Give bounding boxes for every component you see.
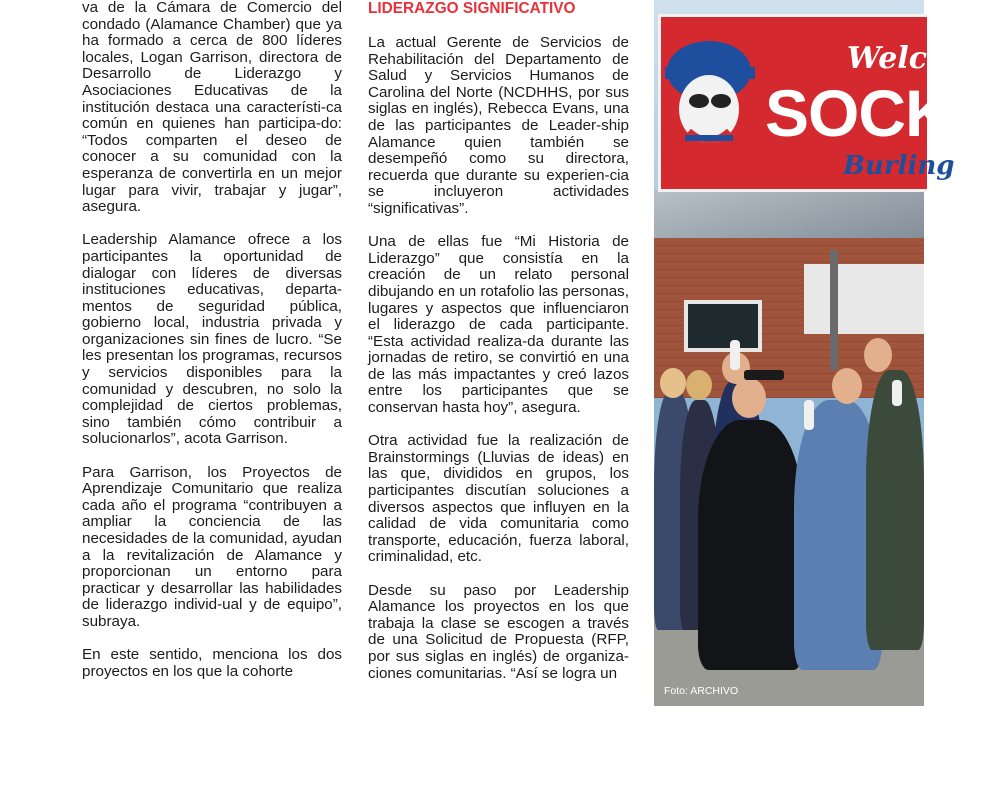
stadium-banner — [658, 14, 995, 192]
paragraph: va de la Cámara de Comercio del condado (Alamance Chamber) que ya ha formado a cerca de 800 líderes locales, Logan Garrison, directora de Desarrollo de Liderazgo y Asociaciones Educativas de la institución destaca una característi-ca común en quienes han participa-do: “Todos comparten el deseo de conocer a su comunidad con la esperanza de convertirla en un mejor lugar para vivir, trabajar y jugar”, asegura. — [82, 0, 342, 216]
photo-caption: Foto: ARCHIVO — [664, 685, 739, 697]
article-column-middle — [368, 0, 629, 702]
paragraph: Leadership Alamance ofrece a los participantes la oportunidad de dialogar con líderes de diversas instituciones educativas, departa-mentos de seguridad pública, gobierno local, industria privada y organizaciones sin fines de lucro. “Se les presentan los programas, recursos y servicios disponibles para la comunidad y descubren, no solo la complejidad de ciertos problemas, sino también cómo contribuir a solucionarlos”, acota Garrison. — [82, 231, 342, 448]
banner-welcome-text: Welcom — [847, 41, 979, 76]
banner-title-text: SOCKV — [765, 76, 995, 150]
mascot-logo-icon — [659, 31, 759, 161]
paragraph: La actual Gerente de Servicios de Rehabilitación del Departamento de Salud y Servicios Humanos de Carolina del Norte (NCDHHS, por sus siglas en inglés), Rebecca Evans, una de las participantes de Leader-ship Alamance quien también se desempeñó como su directora, recuerda que durante su experien-cia se incluyeron actividades “significativas”. — [368, 34, 629, 217]
paragraph: Para Garrison, los Proyectos de Aprendizaje Comunitario que realiza cada año el programa “contribuyen a ampliar la conciencia de las necesidades de la comunidad, ayudan a la revitalización de Alamance y proporcionan un entorno para practicar y desarrollar las habilidades de liderazgo individ-ual y de equipo”, subraya. — [82, 463, 342, 630]
section-heading: LIDERAZGO SIGNIFICATIVO — [368, 0, 576, 17]
building-window — [684, 300, 762, 352]
paragraph: En este sentido, menciona los dos proyectos en los que la cohorte — [82, 646, 342, 680]
paragraph: Otra actividad fue la realización de Brainstormings (Lluvias de ideas) en las que, divididos en grupos, los participantes discutían soluciones a diversos aspectos que influyen en la calidad de vida comunitaria como transporte, educación, fuerza laboral, criminalidad, etc. — [368, 432, 629, 566]
paragraph: Una de ellas fue “Mi Historia de Liderazgo” que consistía en la creación de un relato personal dibujando en un rotafolio las personas, lugares y aspectos que influenciaron el liderazgo de cada participante. “Esta actividad realiza-da durante las jornadas de retiro, se convirtió en una de las más impactantes y creó lazos entre los participantes que se conservan hasta hoy”, asegura. — [368, 233, 629, 417]
banner-subtitle-text: Burling — [843, 151, 955, 181]
group-photo — [654, 0, 995, 706]
article-column-left — [82, 0, 342, 702]
paragraph: Desde su paso por Leadership Alamance los proyectos en los que trabaja la clase se escogen a través de una Solicitud de Propuesta (RFP, por sus siglas en inglés) de organiza-ciones comunitarias. “Así se logra un — [368, 581, 629, 682]
